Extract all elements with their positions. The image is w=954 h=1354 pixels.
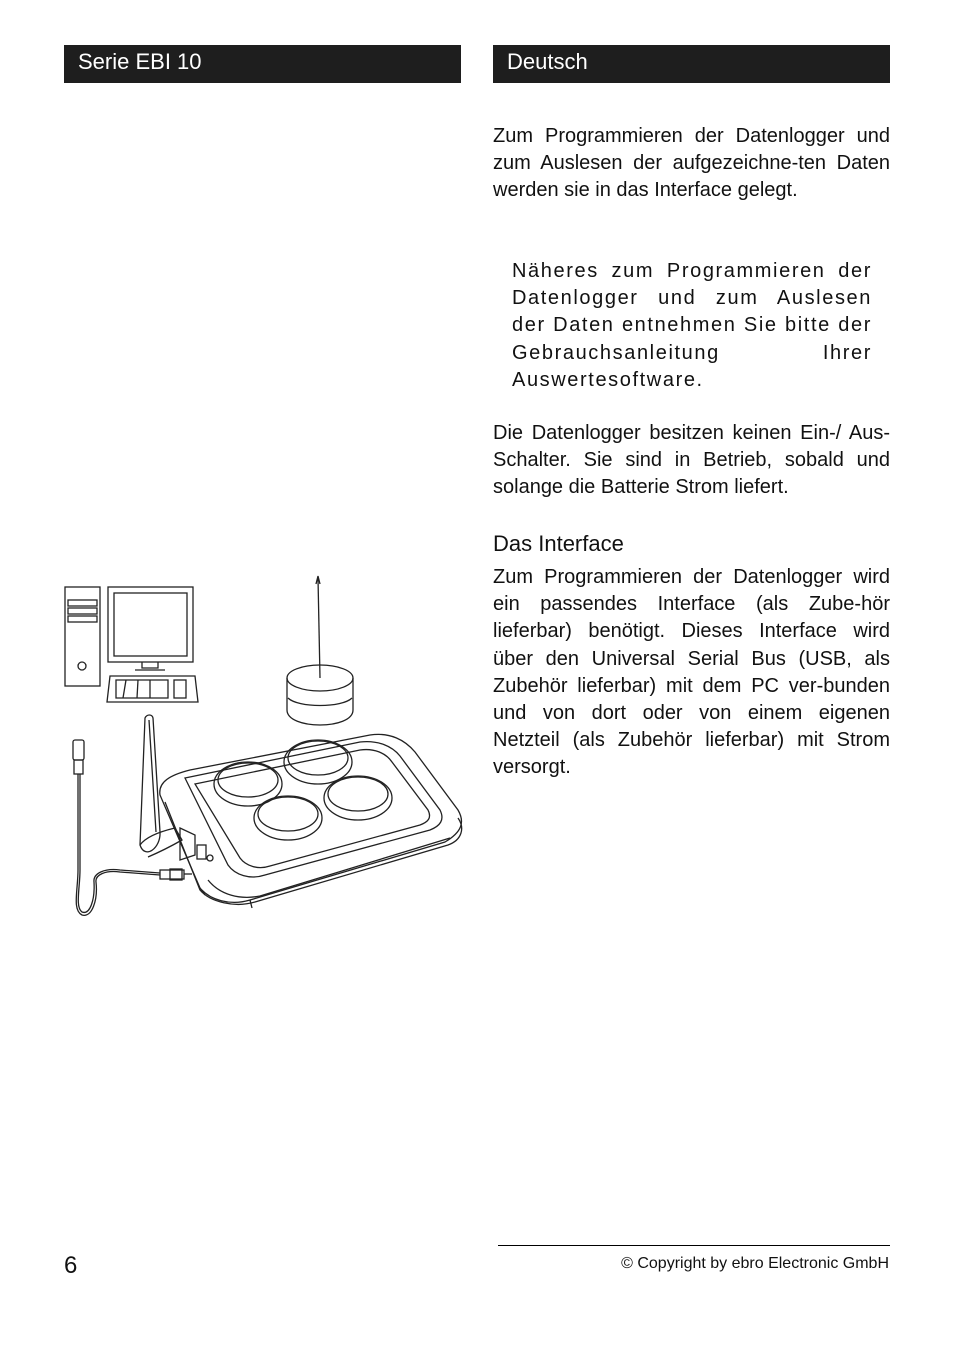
language-title: Deutsch bbox=[507, 49, 588, 74]
interface-illustration bbox=[60, 570, 470, 930]
switch-paragraph: Die Datenlogger besitzen keinen Ein-/ Aus-Schalter. Sie sind in Betrieb, sobald und solange die Batterie Strom liefert. bbox=[493, 422, 890, 499]
footer-divider bbox=[498, 1245, 890, 1246]
interface-paragraph-block bbox=[493, 564, 890, 782]
header-left-bar bbox=[64, 45, 461, 83]
series-title: Serie EBI 10 bbox=[78, 49, 202, 74]
data-logger-icon bbox=[287, 576, 353, 725]
intro-paragraph: Zum Programmieren der Datenlogger und zum Auslesen der aufgezeichne-ten Daten werden sie in das Interface gelegt. bbox=[493, 125, 890, 202]
note-paragraph: Näheres zum Programmieren der Datenlogger und zum Auslesen der Daten entnehmen Sie bitte der Gebrauchsanleitung Ihrer Auswertesoftware. bbox=[512, 260, 872, 391]
section-heading: Das Interface bbox=[493, 531, 624, 556]
intro-paragraph-block bbox=[493, 123, 890, 205]
interface-paragraph: Zum Programmieren der Datenlogger wird ein passendes Interface (als Zube-hör lieferbar) benötigt. Dieses Interface wird über den Universal Serial Bus (USB, als Zubehör lieferbar) mit dem PC ver-bunden und von dort oder von einem eigenen Netzteil (als Zubehör lieferbar) mit Strom versorgt. bbox=[493, 566, 890, 779]
interface-device-icon bbox=[160, 734, 462, 908]
copyright-notice: © Copyright by ebro Electronic GmbH bbox=[621, 1255, 889, 1272]
switch-paragraph-block bbox=[493, 420, 890, 502]
header-right-bar bbox=[493, 45, 890, 83]
page-number: 6 bbox=[64, 1252, 78, 1279]
computer-icon bbox=[65, 587, 198, 702]
